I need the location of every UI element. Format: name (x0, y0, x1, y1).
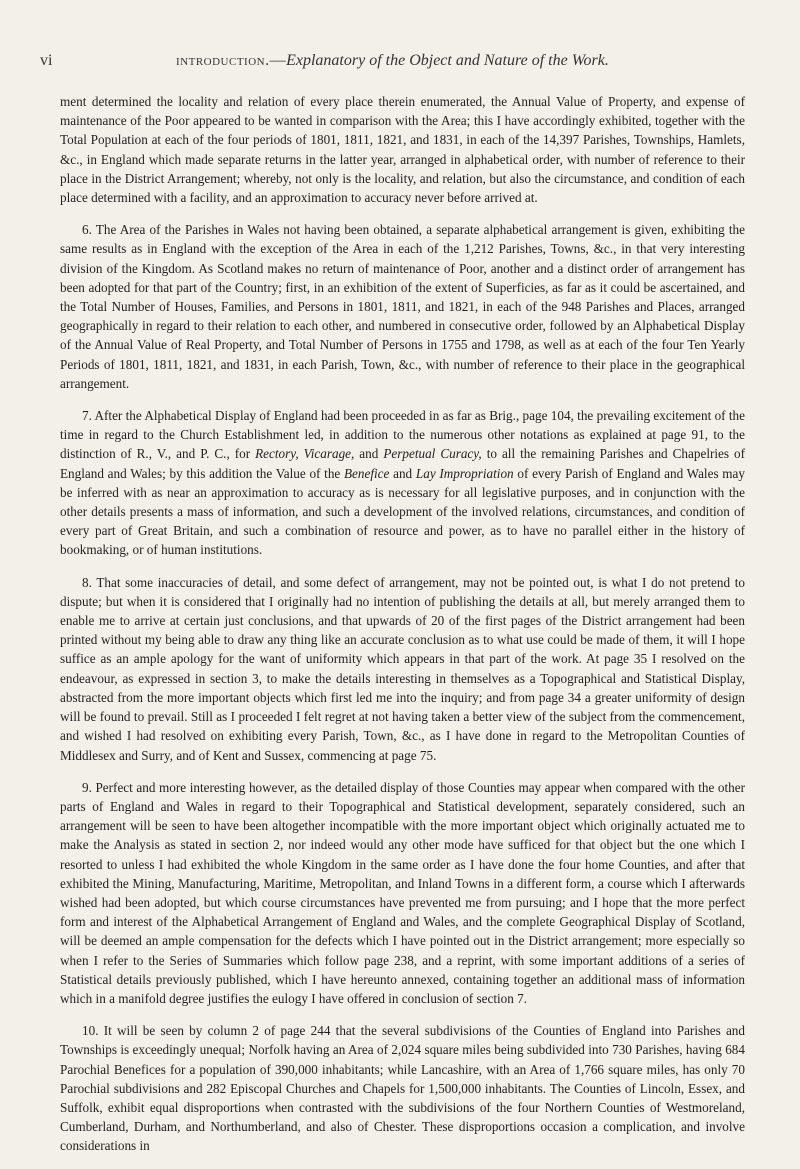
text-run: 6. The Area of the Parishes in Wales not having been obtained, a separate alphabetical arrangement is given, exhibiting the same results as in England with the exception of the Area in each of the 1,212 Parishes, Towns, &c., in that very interesting division of the Kingdom. As Scotland makes no return of maintenance of Poor, another and a distinct order of arrangement has been adopted for that part of the Country; first, in an exhibition of the extent of Superficies, as far as it could be ascertained, and the Total Number of Houses, Families, and Persons in 1801, 1811, and 1821, in each of the 948 Parishes and Places, arranged geographically in regard to their relation to each other, and numbered in consecutive order, followed by an Alphabetical Display of the Annual Value of Real Property, and Total Number of Persons in 1755 and 1798, as well as at each of the four Ten Yearly Periods of 1801, 1811, 1821, and 1831, in each Parish, Town, &c., with number of reference to their place in the geographical arrangement. (60, 222, 745, 391)
paragraph-1 (60, 92, 745, 207)
text-run: 9. Perfect and more interesting however, as the detailed display of those Counties may appear when compared with the other parts of England and Wales in regard to their Topographical and Statistical development, separately considered, such an arrangement will be seen to have been altogether incompatible with the more important object which originally actuated me to make the Analysis as stated in section 2, nor indeed would any other mode have sufficed for that object but the one which I resorted to unless I had exhibited the whole Kingdom in the same order as I have done the four home Counties, and after that exhibited the Mining, Manufacturing, Maritime, Metropolitan, and Inland Towns in a different form, a course which I afterwards wished had been adopted, but which course circumstances have prevented me from pursuing; and I hope that the more perfect form and interest of the Alphabetical Arrangement of England and Wales, and the complete Geographical Display of Scotland, will be deemed an ample compensation for the defects which I have pointed out in the District arrangement; more especially so when I refer to the Series of Summaries which follow page 238, and a reprint, with some important additions of a series of Statistical details previously published, which I have hereunto annexed, containing together an additional mass of information which in a manifold degree justifies the eulogy I have offered in conclusion of section 7. (60, 779, 745, 1006)
text-run: of every Parish of England and Wales may be inferred with as near an approximation to accuracy as is necessary for all legislative purposes, and in conjunction with the other details presents a mass of information, and such a development of the involved relations, circumstances, and condition of every part of Great Britain, and such a combination of resource and power, as to have no parallel either in the history of bookmaking, or of human institutions. (60, 465, 745, 558)
italic-term: Benefice (344, 465, 390, 481)
body-text (60, 92, 745, 1169)
paragraph-5 (60, 778, 745, 1008)
italic-term: Lay Impropriation (415, 465, 514, 481)
italic-term: Perpetual Curacy, (383, 446, 482, 462)
page-number: vi (40, 52, 53, 69)
text-run: and (389, 465, 416, 481)
text-run: 7. After the Alphabetical Display of England had been proceeded in as far as Brig., page 104, the prevailing excitement of the time in regard to the Church Establishment led, in addition to the numerous other notations as explained at page 91, to the distinction of R., V., and P. C., for (60, 408, 745, 462)
text-run: and (354, 446, 384, 462)
paragraph-6 (60, 1021, 745, 1155)
running-title-lead: introduction.— (176, 52, 287, 69)
text-run: ment determined the locality and relation of every place therein enumerated, the Annual Value of Property, and expense of maintenance of the Poor appeared to be wanted in comparison with the Area; this I have accordingly exhibited, together with the Total Population at each of the four periods of 1801, 1811, 1821, and 1831, in each of the 14,397 Parishes, Townships, Hamlets, &c., in England which made separate returns in the latter year, arranged in alphabetical order, with number of reference to their place in the District Arrangement; whereby, not only is the locality, and relation, but also the circumstance, and condition of each place determined with a facility, and an approximation to accuracy never before arrived at. (60, 94, 745, 206)
text-run: to all the remaining Parishes and Chapelries of England and Wales; by this addition the Value of the (60, 446, 745, 481)
text-run: 10. It will be seen by column 2 of page 244 that the several subdivisions of the Counties of England into Parishes and Townships is exceedingly unequal; Norfolk having an Area of 2,024 square miles being subdivided into 730 Parishes, having 684 Parochial Benefices for a population of 390,000 inhabitants; while Lancashire, with an Area of 1,766 square miles, has only 70 Parochial subdivisions and 282 Episcopal Churches and Chapels for 1,500,000 inhabitants. The Counties of Lincoln, Essex, and Suffolk, exhibit equal disproportions when contrasted with the subdivisions of the four Northern Counties of Westmoreland, Cumberland, Durham, and Northumberland, and also of Chester. These disproportions occasion a complication, and involve considerations in (60, 1023, 745, 1154)
text-run: 8. That some inaccuracies of detail, and some defect of arrangement, may not be pointed out, is what I do not pretend to dispute; but when it is considered that I originally had no intention of publishing the details at all, but merely arranged them to enable me to arrive at certain just conclusions, and that upwards of 20 of the first pages of the District arrangement had been printed without my being able to draw any thing like an accurate conclusion as to what use could be made of them, it will I hope suffice as an ample apology for the want of uniformity which appears in that part of the work. At page 35 I resolved on the endeavour, as expressed in section 3, to make the details interesting in themselves as a Topographical and Statistical Display, abstracted from the more important objects which first led me into the inquiry; and from page 34 a greater uniformity of design will be found to prevail. Still as I proceeded I felt regret at not having taken a better view of the subject from the commencement, and wished I had resolved on exhibiting every Parish, Town, &c., as I have done in regard to the Metropolitan Counties of Middlesex and Surry, and of Kent and Sussex, commencing at page 75. (60, 574, 745, 763)
paragraph-3 (60, 406, 745, 560)
paragraph-2 (60, 220, 745, 393)
paragraph-4 (60, 573, 745, 765)
italic-term: Rectory, Vicarage, (255, 446, 355, 462)
running-title-italic: Explanatory of the Object and Nature of the Work. (286, 52, 609, 69)
running-title (176, 52, 609, 70)
